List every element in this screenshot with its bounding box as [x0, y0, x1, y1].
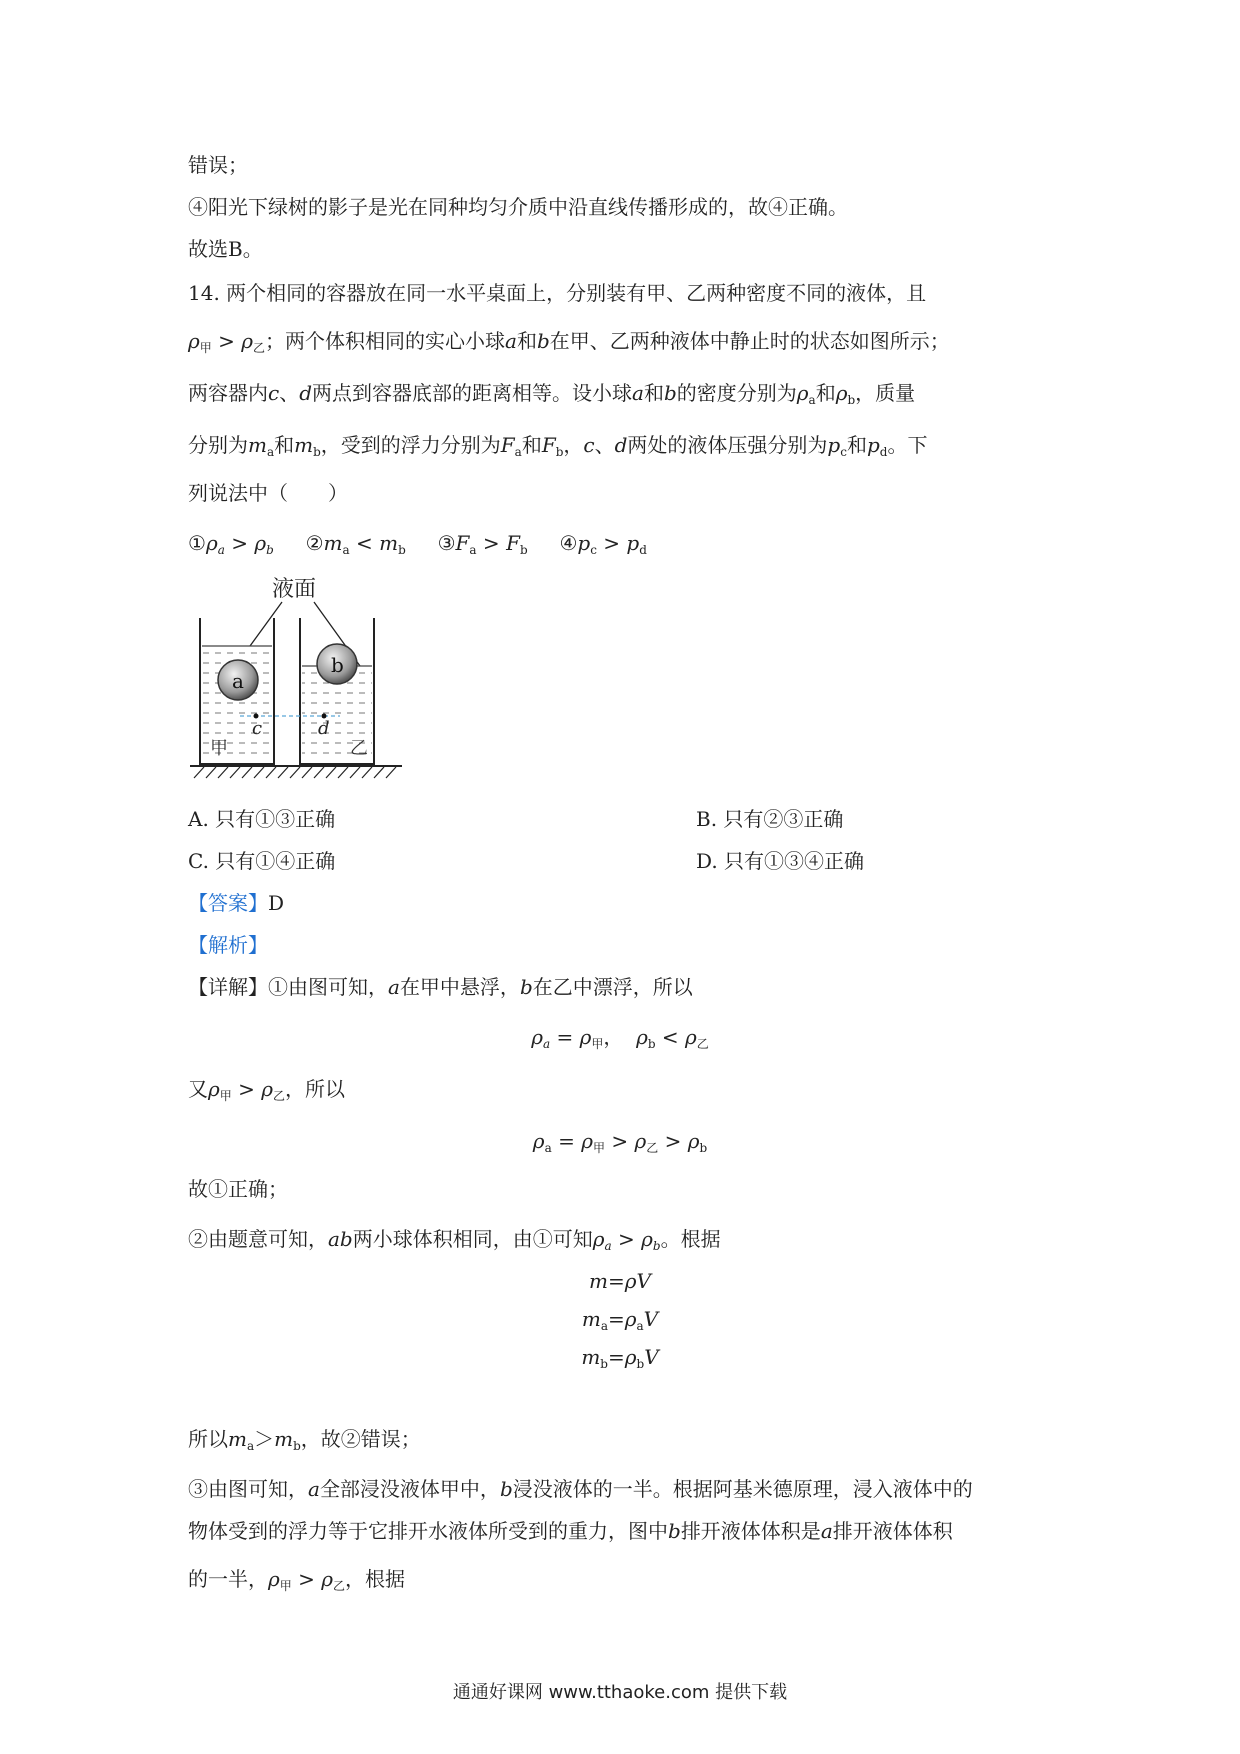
liquid-yi-label: 乙: [350, 738, 368, 759]
ball-b-label: b: [331, 653, 344, 677]
answer-line: [188, 890, 284, 916]
statements: $①\rho_a > \rho_b$ $②m_a < m_b$ $③F_a > F_b$ $④p_c > p_d$: [188, 531, 647, 557]
formula: $\rho_a = \rho_甲$， $\rho_b < \rho_乙$: [531, 1025, 709, 1051]
option-c[interactable]: C. 只有①④正确: [188, 849, 336, 873]
question-stem: 列说法中（ ）: [188, 481, 348, 505]
formula: $m_b=\rho_bV$: [581, 1345, 659, 1371]
question-stem: 两容器内c、d两点到容器底部的距离相等。设小球a和b的密度分别为$\rho_a$和$\rho_b$，质量: [188, 381, 916, 407]
option-d[interactable]: D. 只有①③④正确: [696, 849, 865, 873]
answer-label: 【答案】: [188, 891, 268, 915]
point-c-label: c: [252, 718, 263, 739]
liquid-surface-label: 液面: [272, 577, 317, 602]
text-line: 错误；: [188, 153, 248, 177]
text-line: 故选B。: [188, 237, 263, 261]
page-footer: 通通好课网 www.tthaoke.com 提供下载: [452, 1682, 788, 1703]
container-figure: [190, 568, 410, 790]
liquid-jia-label: 甲: [210, 738, 228, 759]
text-line: 物体受到的浮力等于它排开水液体所受到的重力，图中b排开液体体积是a排开液体体积: [188, 1519, 953, 1543]
text-line: ④阳光下绿树的影子是光在同种均匀介质中沿直线传播形成的，故④正确。: [188, 195, 848, 219]
option-b[interactable]: B. 只有②③正确: [696, 807, 844, 831]
text-line: 所以$m_a>m_b$，故②错误；: [188, 1427, 421, 1453]
question-stem: 14. 两个相同的容器放在同一水平桌面上，分别装有甲、乙两种密度不同的液体，且: [188, 281, 927, 305]
text-line: ③由图可知，a全部浸没液体甲中，b浸没液体的一半。根据阿基米德原理，浸入液体中的: [188, 1477, 973, 1501]
formula: $m_a=\rho_aV$: [581, 1307, 659, 1333]
text-line: 又$\rho_甲 > \rho_乙$，所以: [188, 1077, 346, 1103]
detail-line: 【详解】①由图可知，a在甲中悬浮，b在乙中漂浮，所以: [188, 975, 693, 999]
formula: m=ρV: [589, 1269, 651, 1293]
text-line: 故①正确；: [188, 1177, 288, 1201]
question-stem: 分别为$m_a$和$m_b$，受到的浮力分别为$F_a$和$F_b$，c、d两处的液体压强分别为$p_c$和$p_d$。下: [188, 433, 928, 459]
text-line: ②由题意可知，ab两小球体积相同，由①可知$\rho_a > \rho_b$。根据: [188, 1227, 721, 1253]
analysis-label: 【解析】: [188, 933, 268, 957]
point-d-label: d: [318, 718, 330, 739]
formula: $\rho_a = \rho_甲 > \rho_乙 > \rho_b$: [532, 1129, 708, 1155]
answer-value: D: [268, 891, 285, 915]
ball-a-label: a: [232, 669, 244, 693]
option-a[interactable]: A. 只有①③正确: [188, 807, 336, 831]
question-stem: $\rho_甲 > \rho_乙$；两个体积相同的实心小球a和b在甲、乙两种液体中静止时的状态如图所示；: [188, 329, 950, 355]
text-line: 的一半，$\rho_甲 > \rho_乙$，根据: [188, 1567, 406, 1593]
